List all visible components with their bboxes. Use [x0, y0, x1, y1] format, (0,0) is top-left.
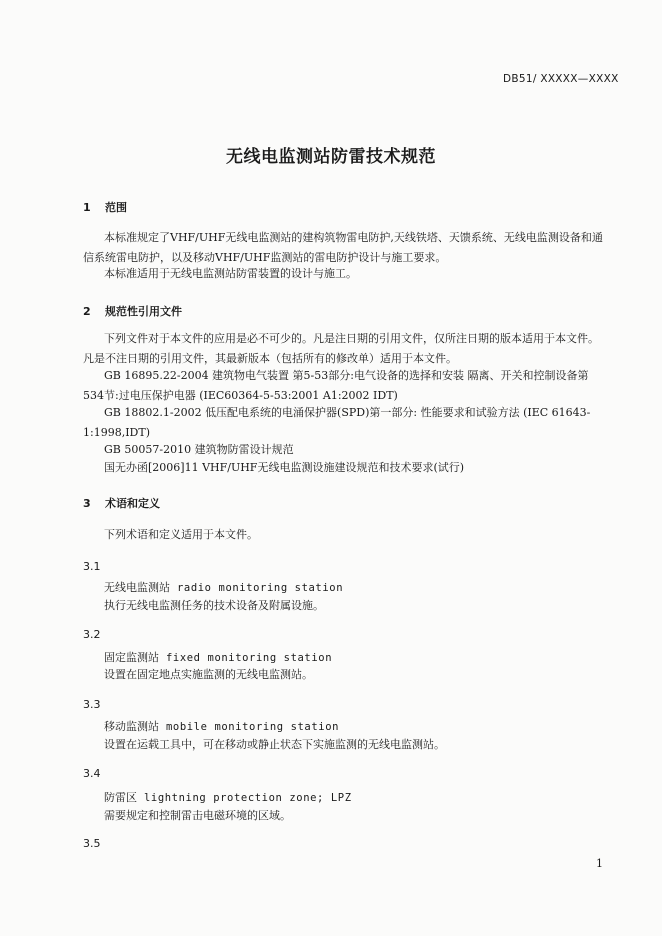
reference-guowuban: 国无办函[2006]11 VHF/UHF无线电监测设施建设规范和技术要求(试行) [104, 461, 465, 474]
section-number: 3 [83, 497, 91, 510]
term-name [104, 717, 339, 737]
reference-gb50057: GB 50057-2010 建筑物防雷设计规范 [104, 443, 294, 456]
term-english: radio monitoring station [177, 582, 344, 594]
term-number: 3.5 [83, 837, 101, 850]
term-chinese: 移动监测站 [104, 720, 159, 733]
term-chinese: 防雷区 [104, 791, 137, 804]
section-number: 2 [83, 305, 91, 318]
page-number: 1 [596, 857, 603, 870]
term-definition: 设置在运载工具中，可在移动或静止状态下实施监测的无线电监测站。 [104, 738, 445, 751]
term-english: mobile monitoring station [166, 721, 340, 733]
document-title: 无线电监测站防雷技术规范 [226, 147, 436, 167]
term-definition: 需要规定和控制雷击电磁环境的区域。 [104, 809, 291, 822]
section-1-heading [83, 199, 127, 215]
reference-gb16895: GB 16895.22-2004 建筑物电气装置 第5-53部分:电气设备的选择和安装 隔离、开关和控制设备第534节:过电压保护电器 (IEC60364-5-53:2001 A1:2002 IDT) [83, 369, 589, 402]
term-name [104, 788, 352, 808]
section-title: 范围 [105, 201, 127, 214]
term-english: fixed monitoring station [166, 652, 333, 664]
section-1-paragraph-1: 本标准规定了VHF/UHF无线电监测站的建构筑物雷电防护,天线铁塔、天馈系统、无线电监测设备和通信系统雷电防护，以及移动VHF/UHF监测站的雷电防护设计与施工要求。 [83, 231, 603, 264]
term-english: lightning protection zone; LPZ [144, 792, 352, 804]
term-definition: 执行无线电监测任务的技术设备及附属设施。 [104, 599, 324, 612]
section-3-heading [83, 495, 160, 511]
term-number: 3.1 [83, 560, 101, 573]
section-2-heading [83, 303, 182, 319]
term-number: 3.2 [83, 628, 101, 641]
term-name [104, 578, 343, 598]
term-number: 3.3 [83, 698, 101, 711]
section-title: 术语和定义 [105, 497, 160, 510]
term-chinese: 固定监测站 [104, 651, 159, 664]
section-1-paragraph-2: 本标准适用于无线电监测站防雷装置的设计与施工。 [104, 267, 357, 280]
section-2-intro: 下列文件对于本文件的应用是必不可少的。凡是注日期的引用文件，仅所注日期的版本适用于本文件。凡是不注日期的引用文件，其最新版本（包括所有的修改单）适用于本文件。 [83, 332, 599, 365]
term-number: 3.4 [83, 767, 101, 780]
section-number: 1 [83, 201, 91, 214]
reference-gb18802: GB 18802.1-2002 低压配电系统的电涌保护器(SPD)第一部分: 性能要求和试验方法 (IEC 61643-1:1998,IDT) [83, 406, 591, 439]
section-title: 规范性引用文件 [105, 305, 182, 318]
standard-code: DB51/ XXXXX—XXXX [503, 73, 619, 85]
term-chinese: 无线电监测站 [104, 581, 170, 594]
term-definition: 设置在固定地点实施监测的无线电监测站。 [104, 668, 313, 681]
section-3-intro: 下列术语和定义适用于本文件。 [104, 528, 258, 541]
